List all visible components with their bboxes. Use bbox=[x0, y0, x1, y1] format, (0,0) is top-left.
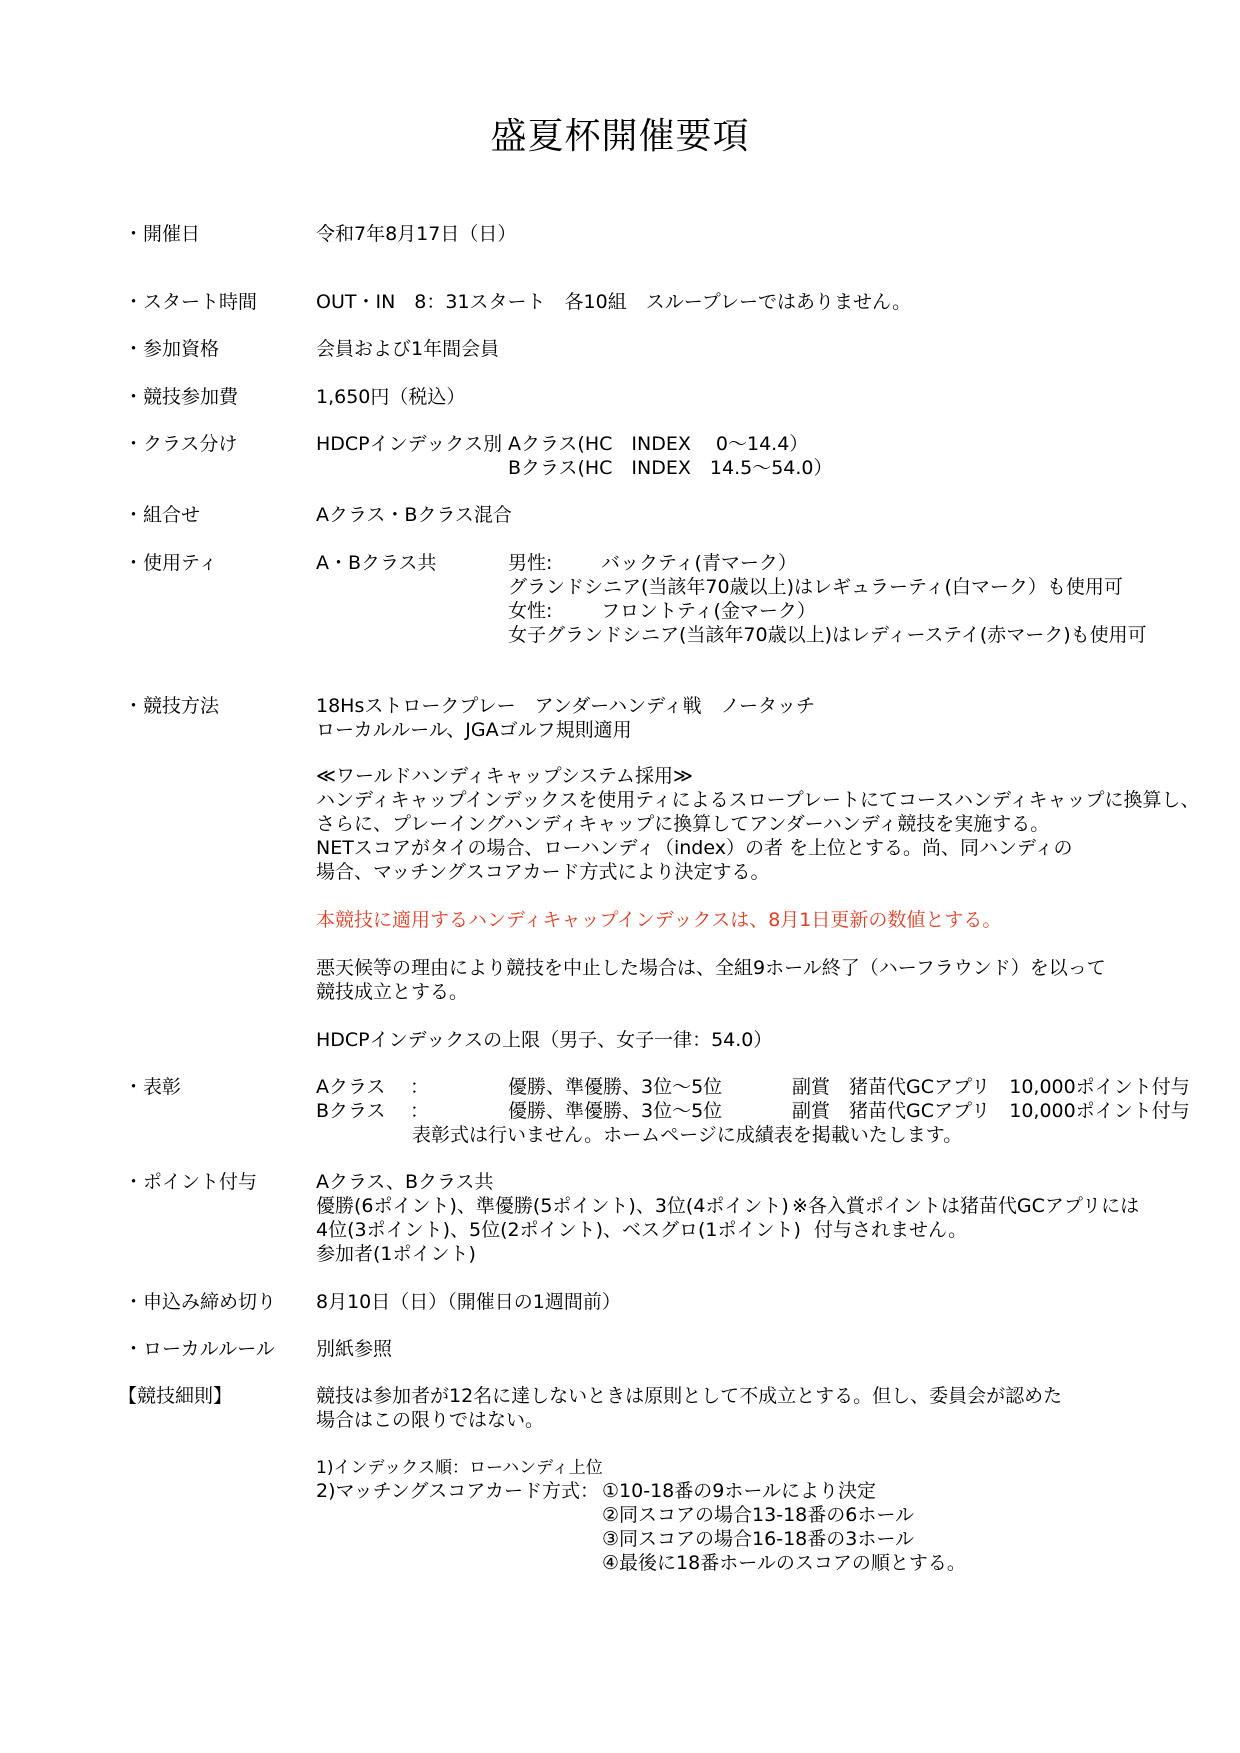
tees-group: A・Bクラス共 bbox=[316, 552, 437, 574]
points-line1: Aクラス、Bクラス共 bbox=[316, 1171, 494, 1193]
weather-line2: 競技成立とする。 bbox=[316, 981, 469, 1003]
details-line2: 場合はこの限りではない。 bbox=[316, 1409, 545, 1431]
deadline-label: ・申込み締め切り bbox=[124, 1291, 277, 1313]
date-label: ・開催日 bbox=[124, 223, 201, 245]
eligibility-label: ・参加資格 bbox=[124, 338, 220, 360]
awards-label: ・表彰 bbox=[124, 1076, 182, 1098]
fee-value: 1,650円（税込） bbox=[316, 386, 466, 408]
details-step4: ④最後に18番ホールのスコアの順とする。 bbox=[602, 1552, 966, 1574]
awards-b-colon: ： bbox=[410, 1100, 430, 1122]
fee-label: ・競技参加費 bbox=[124, 386, 239, 408]
awards-a-places: 優勝、準優勝、3位～5位 bbox=[508, 1076, 723, 1098]
tees-men-senior: グランドシニア(当該年70歳以上)はレギュラーティ(白マーク）も使用可 bbox=[508, 576, 1123, 598]
classes-prefix: HDCPインデックス別 bbox=[316, 433, 503, 455]
tees-men-label: 男性: bbox=[508, 552, 553, 574]
local-rules-value: 別紙参照 bbox=[316, 1338, 393, 1360]
details-step1: ①10-18番の9ホールにより決定 bbox=[602, 1480, 876, 1502]
points-note2: 付与されません。 bbox=[814, 1219, 968, 1241]
awards-b-prize: 副賞 猪苗代GCアプリ 10,000ポイント付与 bbox=[792, 1100, 1190, 1122]
points-label: ・ポイント付与 bbox=[124, 1171, 258, 1193]
points-line4: 参加者(1ポイント) bbox=[316, 1243, 476, 1265]
pairing-label: ・組合せ bbox=[124, 504, 201, 526]
method-line2: ローカルルール、JGAゴルフ規則適用 bbox=[316, 719, 632, 741]
start-time-value: OUT・IN 8：31スタート 各10組 スループレーではありません。 bbox=[316, 291, 912, 313]
deadline-value: 8月10日（日）（開催日の1週間前） bbox=[316, 1291, 621, 1313]
tees-women-label: 女性: bbox=[508, 600, 553, 622]
whs-line2: さらに、プレーイングハンディキャップに換算してアンダーハンディ競技を実施する。 bbox=[316, 813, 1050, 835]
awards-b-class: Bクラス bbox=[316, 1100, 386, 1122]
awards-a-colon: ： bbox=[410, 1076, 430, 1098]
start-time-label: ・スタート時間 bbox=[124, 291, 258, 313]
details-step2: ②同スコアの場合13-18番の6ホール bbox=[602, 1504, 914, 1526]
classes-label: ・クラス分け bbox=[124, 433, 238, 455]
tees-women-value: フロントティ(金マーク） bbox=[601, 600, 816, 622]
points-note1: ※各入賞ポイントは猪苗代GCアプリには bbox=[792, 1195, 1140, 1217]
details-step3: ③同スコアの場合16-18番の3ホール bbox=[602, 1528, 914, 1550]
whs-line1: ハンディキャップインデックスを使用ティによるスロープレートにてコースハンディキャップに換算し、 bbox=[316, 789, 1200, 811]
weather-line1: 悪天候等の理由により競技を中止した場合は、全組9ホール終了（ハーフラウンド）を以って bbox=[316, 957, 1106, 979]
tees-label: ・使用ティ bbox=[124, 552, 218, 574]
method-line1: 18Hsストロークプレー アンダーハンディ戦 ノータッチ bbox=[316, 695, 816, 717]
details-rule2: 2)マッチングスコアカード方式： bbox=[316, 1480, 600, 1502]
awards-b-places: 優勝、準優勝、3位～5位 bbox=[508, 1100, 723, 1122]
class-a-range: Aクラス(HC INDEX 0～14.4） bbox=[508, 433, 809, 455]
document-title: 盛夏杯開催要項 bbox=[490, 116, 750, 157]
local-rules-label: ・ローカルルール bbox=[124, 1338, 275, 1360]
pairing-value: Aクラス・Bクラス混合 bbox=[316, 504, 512, 526]
whs-line3: NETスコアがタイの場合、ローハンディ（index）の者 を上位とする。尚、同ハンディの bbox=[316, 837, 1073, 859]
points-line3: 4位(3ポイント)、5位(2ポイント)、ベスグロ(1ポイント) bbox=[316, 1219, 801, 1241]
tees-women-senior: 女子グランドシニア(当該年70歳以上)はレディーステイ(赤マーク)も使用可 bbox=[508, 624, 1147, 646]
awards-note: 表彰式は行いません。ホームページに成績表を掲載いたします。 bbox=[412, 1124, 963, 1146]
awards-a-prize: 副賞 猪苗代GCアプリ 10,000ポイント付与 bbox=[792, 1076, 1190, 1098]
handicap-index-notice: 本競技に適用するハンディキャップインデックスは、8月1日更新の数値とする。 bbox=[316, 909, 1002, 931]
whs-title: ≪ワールドハンディキャップシステム採用≫ bbox=[316, 765, 693, 787]
whs-line4: 場合、マッチングスコアカード方式により決定する。 bbox=[316, 861, 770, 883]
awards-a-class: Aクラス bbox=[316, 1076, 386, 1098]
details-line1: 競技は参加者が12名に達しないときは原則として不成立とする。但し、委員会が認めた bbox=[316, 1385, 1063, 1407]
details-label: 【競技細則】 bbox=[118, 1385, 233, 1407]
details-rule1: 1)インデックス順：ローハンディ上位 bbox=[316, 1458, 603, 1478]
hdcp-limit: HDCPインデックスの上限（男子、女子一律：54.0） bbox=[316, 1029, 773, 1051]
eligibility-value: 会員および1年間会員 bbox=[316, 338, 500, 360]
points-line2: 優勝(6ポイント)、準優勝(5ポイント)、3位(4ポイント) bbox=[316, 1195, 789, 1217]
tees-men-value: バックティ(青マーク） bbox=[601, 552, 797, 574]
date-value: 令和7年8月17日（日） bbox=[316, 223, 517, 245]
class-b-range: Bクラス(HC INDEX 14.5～54.0） bbox=[508, 457, 833, 479]
method-label: ・競技方法 bbox=[124, 695, 220, 717]
